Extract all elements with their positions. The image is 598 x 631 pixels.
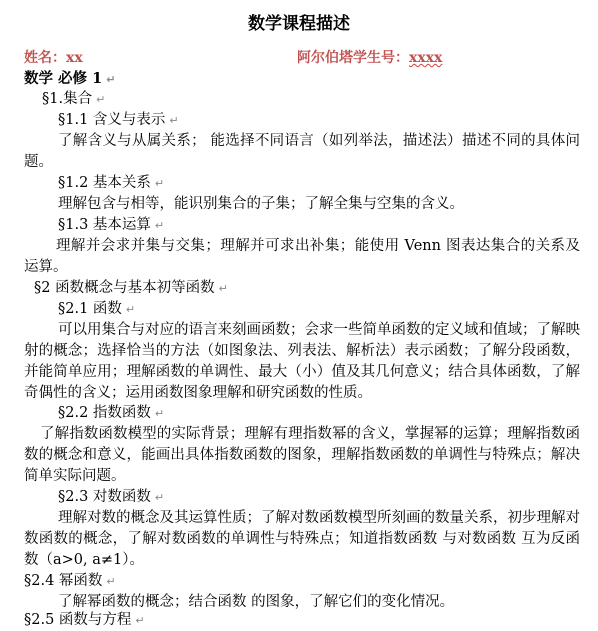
student-name: 姓名：xx [24, 50, 83, 66]
subsection-title: §1.2 基本关系 [58, 175, 151, 191]
paragraph-mark-icon: ↵ [154, 177, 165, 190]
subsection-heading [58, 110, 179, 131]
student-id-value: xxxx [409, 50, 443, 66]
section-body: 可以用集合与对应的语言来刻画函数；会求一些简单函数的定义域和值域；了解映射的概念；选择恰当的方法（如图象法、列表法、解析法）表示函数；了解分段函数，并能简单应用；理解函数的单调性、最大（小）值及其几何意义；结合具体函数，了解奇偶性的含义；运用函数图象理解和研究函数的性质。 [24, 322, 580, 401]
student-id-label: 阿尔伯塔学生号： [297, 50, 409, 66]
section-body: 理解对数的概念及其运算性质；了解对数函数模型所刻画的数量关系，初步理解对数函数的概念，了解对数函数的单调性与特殊点；知道指数函数 与对数函数 互为反函数（a>0, a≠1）。 [24, 510, 580, 568]
paragraph-mark-icon: ↵ [106, 73, 116, 86]
subsection-title: §1.1 含义与表示 [58, 112, 166, 128]
paragraph-mark-icon: ↵ [106, 575, 116, 588]
subsection-title: §2.1 函数 [58, 301, 122, 317]
paragraph-mark-icon: ↵ [218, 282, 228, 295]
section-title: §1.集合 [42, 91, 93, 107]
paragraph-mark-icon: ↵ [154, 491, 165, 504]
paragraph-mark-icon: ↵ [154, 219, 165, 232]
subsection-title: §2.2 指数函数 [58, 405, 151, 421]
section-body: 理解并会求并集与交集；理解并可求出补集；能使用 Venn 图表达集合的关系及运算。 [24, 238, 580, 275]
document-title: 数学课程描述 [248, 14, 350, 34]
section-body: 了解指数函数模型的实际背景；理解有理指数幂的含义，掌握幂的运算；理解指数函数的概念和意义，能画出具体指数函数的图象，理解指数函数的单调性与特殊点；解决简单实际问题。 [24, 426, 580, 484]
subsection-heading [58, 299, 135, 320]
subsection-heading [24, 571, 116, 592]
section-body: 理解包含与相等，能识别集合的子集；了解全集与空集的含义。 [58, 196, 464, 212]
section-body: 了解含义与从属关系； 能选择不同语言（如列举法，描述法）描述不同的具体问题。 [24, 133, 580, 170]
section-body: 了解幂函数的概念；结合函数 的图象，了解它们的变化情况。 [58, 594, 455, 610]
subsection-title: §2.3 对数函数 [58, 489, 151, 505]
paragraph-mark-icon: ↵ [154, 407, 165, 420]
paragraph-mark-icon: ↵ [169, 114, 179, 127]
subsection-heading [58, 487, 164, 508]
section-title: §2 函数概念与基本初等函数 [34, 280, 215, 296]
paragraph-mark-icon: ↵ [135, 614, 145, 627]
paragraph-mark-icon: ↵ [96, 93, 106, 106]
course-heading [24, 68, 115, 90]
paragraph-mark-icon: ↵ [125, 303, 136, 316]
subsection-title: §2.5 函数与方程 [24, 612, 132, 628]
subsection-heading [58, 173, 164, 194]
subsection-title: §1.3 基本运算 [58, 217, 151, 233]
student-id [297, 48, 442, 69]
subsection-heading [58, 403, 164, 424]
subsection-title: §2.4 幂函数 [24, 573, 103, 589]
subsection-heading [58, 215, 164, 236]
section-heading [34, 278, 228, 299]
student-info-row [24, 48, 584, 70]
course-label: 数学 必修 1 [24, 70, 103, 87]
section-heading [42, 89, 105, 110]
subsection-heading [24, 610, 145, 631]
